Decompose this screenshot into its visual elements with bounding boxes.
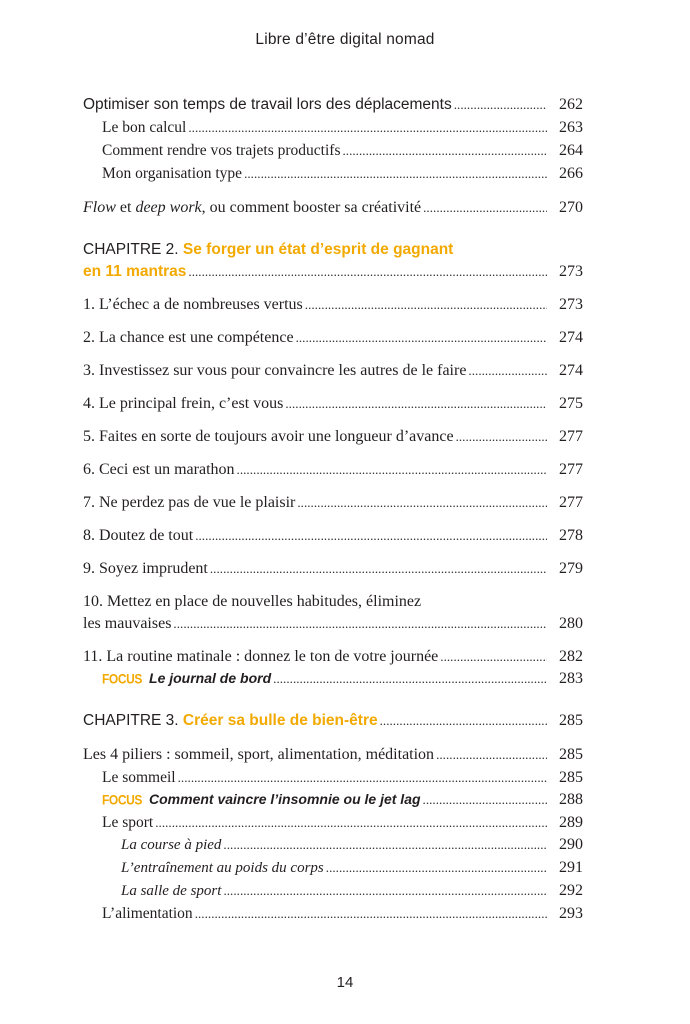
dot-leader (223, 837, 547, 853)
toc-entry-title: 9. Soyez imprudent (83, 560, 208, 577)
toc-entry (83, 395, 583, 417)
dot-leader (305, 297, 547, 313)
toc-entry (83, 263, 583, 285)
toc-entry (83, 199, 583, 221)
toc-entry-title: L’alimentation (102, 905, 193, 922)
toc-entry-page: 290 (559, 836, 583, 853)
toc-entry-title: Le journal de bord (149, 670, 272, 686)
dot-leader (342, 143, 547, 159)
chapter-title: Créer sa bulle de bien-être (182, 712, 378, 729)
toc-entry-page: 291 (559, 859, 583, 876)
toc-entry-title: L’entraînement au poids du corps (121, 860, 324, 876)
chapter-label: CHAPITRE 3. (83, 712, 183, 729)
toc-entry-title: 3. Investissez sur vous pour convaincre les autres de le faire (83, 362, 467, 379)
toc-entry-page: 278 (559, 527, 583, 544)
dot-leader (297, 495, 547, 511)
toc-entry (83, 836, 583, 858)
toc-entry-title: 6. Ceci est un marathon (83, 461, 235, 478)
toc-entry (83, 461, 583, 483)
toc-entry-page: 263 (559, 119, 583, 136)
dot-leader (423, 792, 547, 808)
toc-entry-page: 280 (559, 615, 583, 632)
toc-entry-page: 285 (559, 712, 583, 729)
dot-leader (237, 462, 547, 478)
toc-entry-page: 274 (559, 362, 583, 379)
toc-entry (83, 527, 583, 549)
toc-entry-title: Flow et deep work, ou comment booster sa créativité (83, 199, 422, 216)
toc-entry (83, 859, 583, 881)
toc-entry-title: 10. Mettez en place de nouvelles habitudes, éliminez (83, 593, 422, 610)
toc-entry-title: Le bon calcul (102, 119, 187, 136)
toc-entry (83, 746, 583, 768)
toc-entry (83, 119, 583, 141)
chapter-label: CHAPITRE 2. (83, 241, 183, 258)
toc-entry-title: 11. La routine matinale : donnez le ton de votre journée (83, 648, 439, 665)
chapter-title-cont: en 11 mantras (83, 263, 187, 280)
toc-entry-title: Mon organisation type (102, 165, 243, 182)
toc-entry-page: 293 (559, 905, 583, 922)
toc-entry-page: 266 (559, 165, 583, 182)
toc-entry (83, 165, 583, 187)
dot-leader (326, 860, 547, 876)
toc-entry-page: 279 (559, 560, 583, 577)
toc-entry-title: 4. Le principal frein, c’est vous (83, 395, 284, 412)
dot-leader (178, 770, 547, 786)
chapter-heading-text (83, 712, 378, 730)
dot-leader (173, 616, 547, 632)
toc-entry (83, 362, 583, 384)
toc-entry-title: 1. L’échec a de nombreuses vertus (83, 296, 303, 313)
running-header: Libre d’être digital nomad (255, 31, 435, 48)
dot-leader (423, 200, 547, 216)
toc-entry-title: Les 4 piliers : sommeil, sport, alimentation, méditation (83, 746, 435, 763)
toc-entry-page: 273 (559, 296, 583, 313)
toc-entry (83, 494, 583, 516)
dot-leader (285, 396, 547, 412)
toc-entry-title: Comment vaincre l’insomnie ou le jet lag (149, 791, 421, 807)
focus-tag: FOCUS (102, 670, 143, 688)
toc-entry-title: La salle de sport (121, 883, 222, 899)
toc-entry-title: 2. La chance est une compétence (83, 329, 294, 346)
toc-entry-page: 288 (559, 791, 583, 808)
toc-entry (83, 96, 583, 118)
page-number: 14 (336, 974, 354, 991)
toc-entry (83, 296, 583, 318)
dot-leader (188, 264, 547, 280)
toc-entry (83, 769, 583, 791)
toc-entry-page: 285 (559, 746, 583, 763)
toc-focus-entry (83, 791, 583, 813)
toc-entry-title: 7. Ne perdez pas de vue le plaisir (83, 494, 296, 511)
toc-entry-page: 275 (559, 395, 583, 412)
focus-tag: FOCUS (102, 791, 143, 809)
dot-leader (380, 713, 547, 729)
dot-leader (468, 363, 547, 379)
dot-leader (195, 906, 547, 922)
toc-entry-title: Le sport (102, 814, 154, 831)
dot-leader (456, 429, 547, 445)
toc-entry-title: La course à pied (121, 837, 222, 853)
toc-entry-page: 270 (559, 199, 583, 216)
toc-entry-page: 285 (559, 769, 583, 786)
toc-entry-title-cont: les mauvaises (83, 615, 172, 632)
toc-entry-page: 274 (559, 329, 583, 346)
toc-entry-page: 264 (559, 142, 583, 159)
dot-leader (210, 561, 547, 577)
toc-entry (83, 648, 583, 670)
dot-leader (244, 166, 547, 182)
toc-entry-page: 277 (559, 428, 583, 445)
dot-leader (440, 649, 547, 665)
toc-entry-page: 292 (559, 882, 583, 899)
toc-entry (83, 814, 583, 836)
dot-leader (195, 528, 547, 544)
chapter-2-heading (83, 241, 453, 259)
toc-focus-entry (83, 670, 583, 692)
dot-leader (188, 120, 547, 136)
toc-entry-title: Optimiser son temps de travail lors des déplacements (83, 96, 452, 113)
chapter-3-heading (83, 712, 583, 734)
toc-entry (83, 560, 583, 582)
toc-entry (83, 142, 583, 164)
toc-entry-page: 262 (559, 96, 583, 113)
dot-leader (454, 97, 547, 113)
toc-entry (83, 882, 583, 904)
toc-entry (83, 615, 583, 637)
toc-entry-page: 289 (559, 814, 583, 831)
toc-entry (83, 905, 583, 927)
toc-entry-page: 283 (559, 670, 583, 687)
toc-entry-page: 277 (559, 461, 583, 478)
toc-entry-title: 5. Faites en sorte de toujours avoir une longueur d’avance (83, 428, 454, 445)
chapter-title: Se forger un état d’esprit de gagnant (182, 241, 454, 258)
dot-leader (296, 330, 547, 346)
dot-leader (436, 747, 547, 763)
toc-entry-page: 273 (559, 263, 583, 280)
toc-entry-title: Le sommeil (102, 769, 176, 786)
toc-entry-page: 277 (559, 494, 583, 511)
toc-entry-title: 8. Doutez de tout (83, 527, 194, 544)
dot-leader (223, 883, 547, 899)
dot-leader (155, 815, 547, 831)
toc-entry (83, 329, 583, 351)
toc-entry (83, 428, 583, 450)
dot-leader (273, 671, 547, 687)
toc-entry-title: Comment rendre vos trajets productifs (102, 142, 341, 159)
toc-entry-page: 282 (559, 648, 583, 665)
